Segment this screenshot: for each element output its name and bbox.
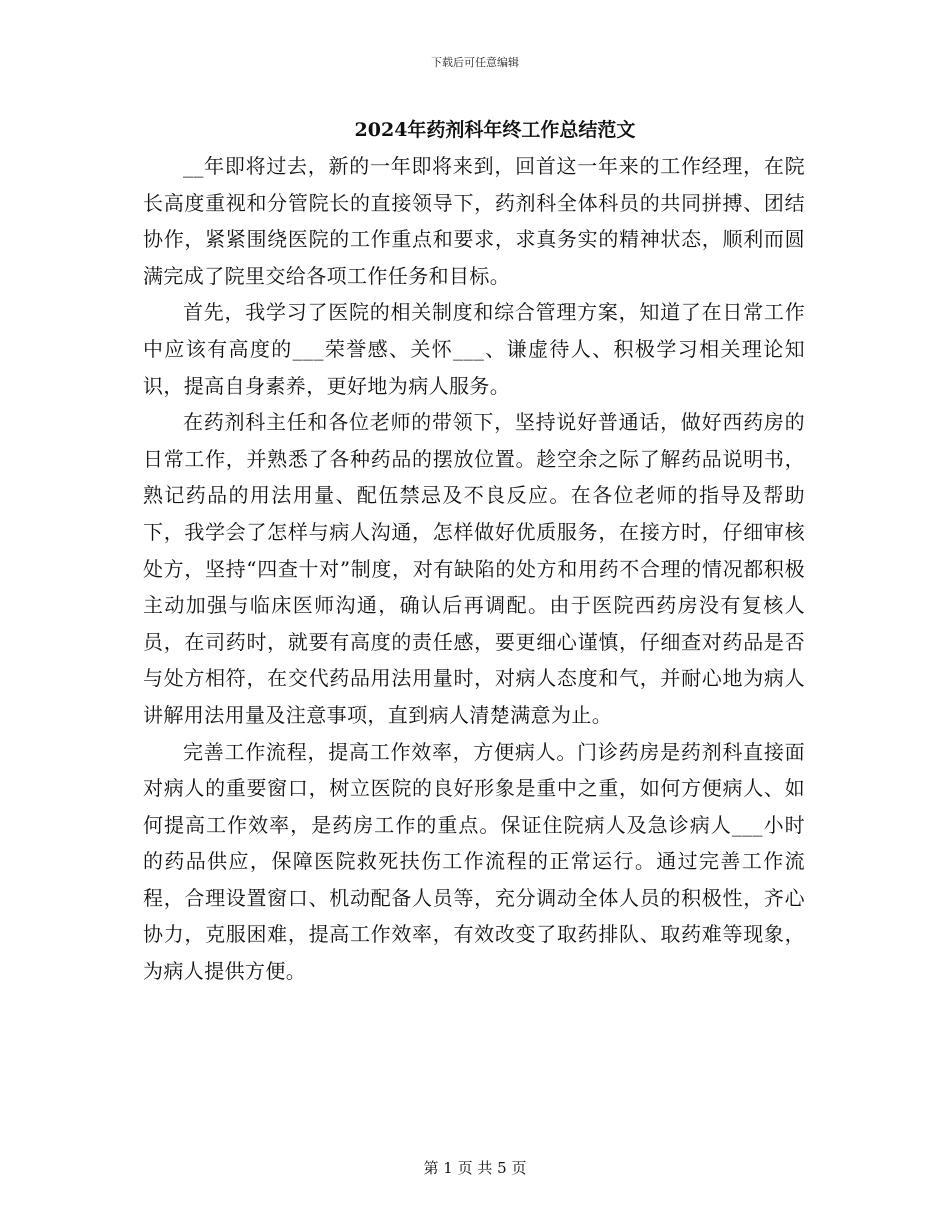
document-title: 2024年药剂科年终工作总结范文 (354, 119, 636, 141)
document-body (143, 148, 805, 990)
paragraph-study: 首先，我学习了医院的相关制度和综合管理方案，知道了在日常工作中应该有高度的___荣誉感、关怀___、谦虚待人、积极学习相关理论知识，提高自身素养，更好地为病人服务。 (143, 300, 805, 398)
header-note: 下载后可任意编辑 (431, 56, 519, 69)
paragraph-daily-work: 在药剂科主任和各位老师的带领下，坚持说好普通话，做好西药房的日常工作，并熟悉了各种药品的摆放位置。趁空余之际了解药品说明书，熟记药品的用法用量、配伍禁忌及不良反应。在各位老师的指导及帮助下，我学会了怎样与病人沟通，怎样做好优质服务，在接方时，仔细审核处方，坚持“四查十对”制度，对有缺陷的处方和用药不合理的情况都积极主动加强与临床医师沟通，确认后再调配。由于医院西药房没有复核人员，在司药时，就要有高度的责任感，要更细心谨慎，仔细查对药品是否与处方相符，在交代药品用法用量时，对病人态度和气，并耐心地为病人讲解用法用量及注意事项，直到病人清楚满意为止。 (143, 410, 805, 727)
page-footer: 第 1 页 共 5 页 (423, 1159, 527, 1177)
paragraph-intro: __年即将过去，新的一年即将来到，回首这一年来的工作经理，在院长高度重视和分管院长的直接领导下，药剂科全体科员的共同拼搏、团结协作，紧紧围绕医院的工作重点和要求，求真务实的精神状态，顺利而圆满完成了院里交给各项工作任务和目标。 (143, 154, 805, 288)
paragraph-workflow: 完善工作流程，提高工作效率，方便病人。门诊药房是药剂科直接面对病人的重要窗口，树立医院的良好形象是重中之重，如何方便病人、如何提高工作效率，是药房工作的重点。保证住院病人及急诊病人___小时的药品供应，保障医院救死扶伤工作流程的正常运行。通过完善工作流程，合理设置窗口、机动配备人员等，充分调动全体人员的积极性，齐心协力，克服困难，提高工作效率，有效改变了取药排队、取药难等现象，为病人提供方便。 (143, 739, 805, 984)
